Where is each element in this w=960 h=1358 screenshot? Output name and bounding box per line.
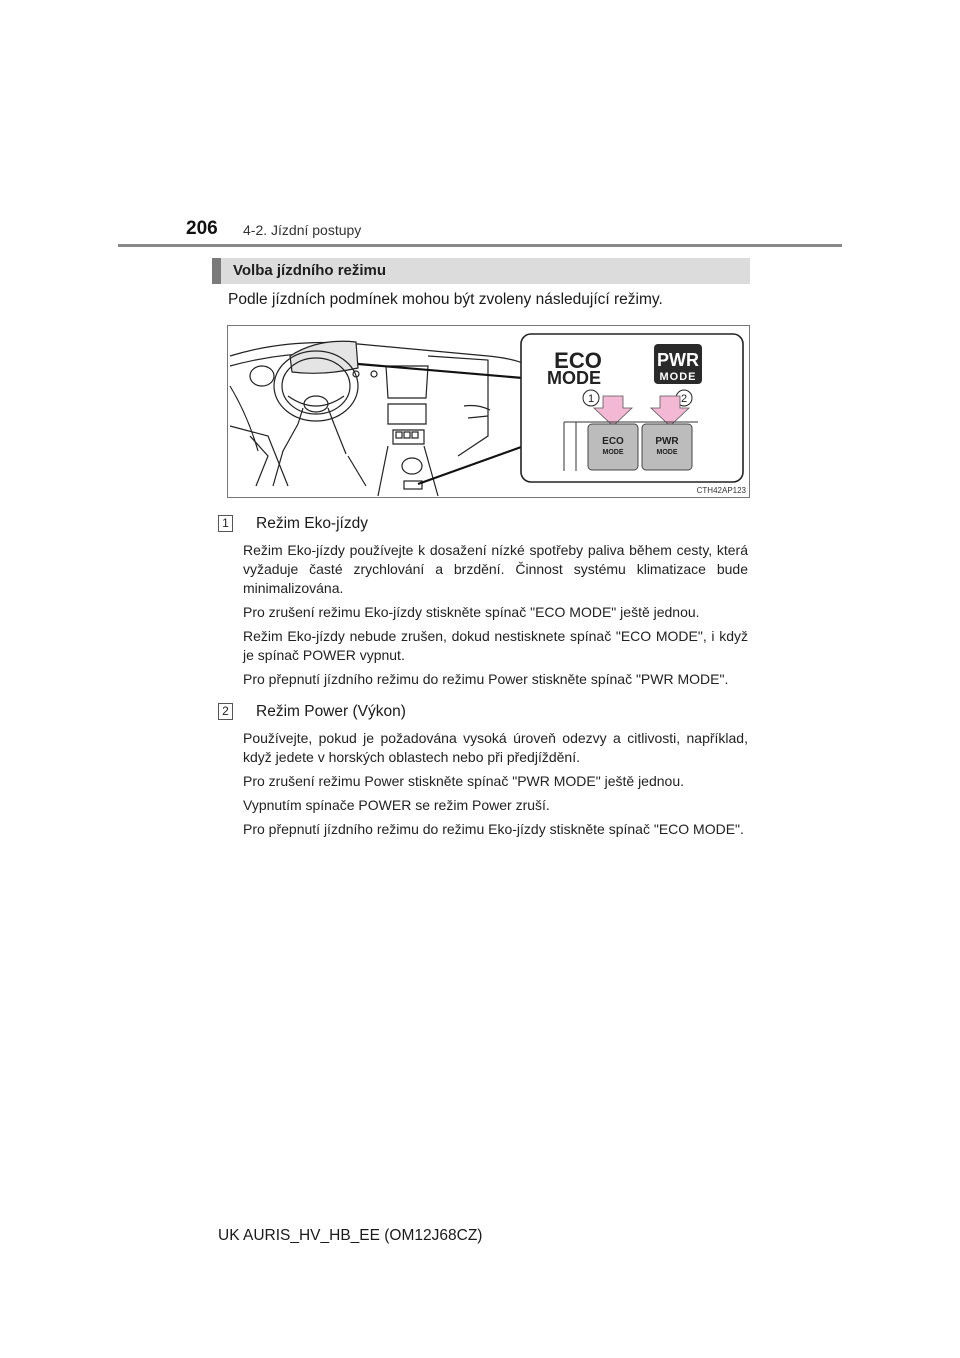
pwr-mode-switch	[642, 424, 692, 470]
topic-title: Volba jízdního režimu	[233, 262, 387, 279]
item-paragraph: Režim Eko-jízdy nebude zrušen, dokud nestisknete spínač "ECO MODE", i když je spínač POWER vypnut.	[243, 628, 748, 663]
item-number-box: 2	[218, 703, 233, 720]
item-title: Režim Eko-jízdy	[256, 515, 368, 532]
switch-eco-top: ECO	[602, 436, 624, 447]
pwr-logo-bottom: MODE	[659, 371, 697, 383]
item-paragraph: Pro zrušení režimu Power stiskněte spínač "PWR MODE" ještě jednou.	[243, 773, 684, 789]
mode-item-power	[218, 701, 748, 839]
eco-logo-bottom: MODE	[547, 368, 601, 388]
item-paragraph: Pro přepnutí jízdního režimu do režimu Eko-jízdy stiskněte spínač "ECO MODE".	[243, 821, 744, 837]
item-paragraph: Pro zrušení režimu Eko-jízdy stiskněte spínač "ECO MODE" ještě jednou.	[243, 604, 700, 620]
item-title: Režim Power (Výkon)	[256, 703, 406, 720]
item-number-box: 1	[218, 515, 233, 532]
pwr-logo-top: PWR	[657, 350, 699, 370]
switch-eco-bottom: MODE	[602, 449, 624, 456]
item-title-row	[218, 513, 748, 535]
intro-text: Podle jízdních podmínek mohou být zvoleny následující režimy.	[228, 291, 663, 308]
page-number: 206	[186, 218, 218, 239]
eco-logo-top: ECO	[554, 348, 602, 373]
dashboard-figure	[227, 325, 750, 498]
switch-pwr-bottom: MODE	[656, 449, 678, 456]
header-rule	[118, 244, 842, 247]
section-header: 4-2. Jízdní postupy	[243, 222, 362, 238]
item-paragraph: Používejte, pokud je požadována vysoká úroveň odezvy a citlivosti, například, když jedete v horských oblastech nebo při předjíždění.	[243, 730, 748, 765]
item-title-row	[218, 701, 748, 723]
switch-pwr-top: PWR	[655, 436, 679, 447]
footer-model-code: UK AURIS_HV_HB_EE (OM12J68CZ)	[218, 1227, 483, 1244]
dashboard-illustration	[228, 326, 749, 497]
callout-label-1: 1	[587, 393, 595, 405]
callout-label-2: 2	[680, 393, 688, 405]
topic-bar	[212, 258, 750, 284]
item-paragraph: Vypnutím spínače POWER se režim Power zruší.	[243, 797, 550, 813]
item-paragraph: Pro přepnutí jízdního režimu do režimu Power stiskněte spínač "PWR MODE".	[243, 671, 729, 687]
mode-item-eco	[218, 513, 748, 689]
eco-mode-switch	[588, 424, 638, 470]
figure-code: CTH42AP123	[696, 486, 746, 495]
item-paragraph: Režim Eko-jízdy používejte k dosažení nízké spotřeby paliva během cesty, která vyžaduje časté zrychlování a brzdění. Činnost systému klimatizace bude minimalizována.	[243, 542, 748, 596]
